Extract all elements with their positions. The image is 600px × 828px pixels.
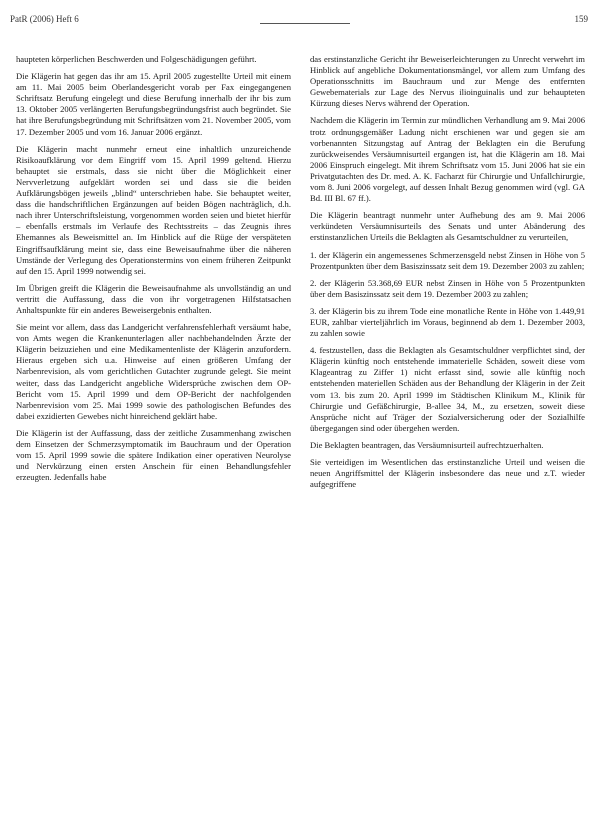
paragraph: Die Klägerin macht nunmehr erneut eine inhaltlich unzureichende Risikoaufklärung vor dem Eingriff vom 15. April 1999 geltend. Hierzu behauptet sie erstmals, dass sie nicht über die Möglichkeit einer Nervverletzung aufgeklärt worden sei und dass sie die beiden Aufklärungsbögen jeweils „blind“ unterschrieben habe. Sie behauptet weiter, dass die handschriftlichen Ergänzungen auf beiden Bögen nachträglich, d.h. nach ihrer Unterschriftsleistung, vorgenommen worden seien und bietet hierfür – ebenfalls erstmals im Verlaufe des Rechtsstreits – das Zeugnis ihres Ehemannes als Beweismittel an. Im Hinblick auf die Rüge der verspäteten Eingriffsaufklärung meint sie, dass eine Beweisaufnahme über die näheren Umstände der Verlegung des Operationstermins von einem früheren Zeitpunkt auf den 15. April 1999 notwendig sei. — [16, 143, 291, 276]
right-column — [310, 54, 585, 496]
paragraph: haupteten körperlichen Beschwerden und Folgeschädigungen geführt. — [16, 54, 257, 64]
paragraph: Die Klägerin beantragt nunmehr unter Aufhebung des am 9. Mai 2006 verkündeten Versäumnisurteils des Senats und unter Abänderung des erstinstanzlichen Urteils die Beklagten als Gesamtschuldner zu verurteilen, — [310, 210, 585, 243]
paragraph: Die Klägerin hat gegen das ihr am 15. April 2005 zugestellte Urteil mit einem am 11. Mai 2005 beim Oberlandesgericht vorab per Fax eingegangenen Schriftsatz Berufung eingelegt und diese Berufung innerhalb der ihr bis zum 13. Oktober 2005 verlängerten Berufungsbegründungsfrist auch begründet. Sie hat ihre Berufungsbegründung mit Schriftsätzen vom 21. November 2005, vom 17. Dezember 2005 und vom 16. Januar 2006 ergänzt. — [16, 71, 291, 137]
paragraph: Die Klägerin ist der Auffassung, dass der zeitliche Zusammenhang zwischen dem Einsetzen der Schmerzsymptomatik im Bauchraum und der Operation vom 15. April 1999 sowie die spätere Indikation einer operativen Neurolyse und Nervkürzung einen ersten Anschein für einen Behandlungsfehler erzeugten. Jedenfalls habe — [16, 427, 291, 483]
paragraph: Die Beklagten beantragen, das Versäumnisurteil aufrechtzuerhalten. — [310, 439, 544, 450]
page-number: 159 — [574, 14, 588, 24]
running-header — [10, 14, 588, 32]
paragraph: Im Übrigen greift die Klägerin die Beweisaufnahme als unvollständig an und vertritt die Auffassung, dass die von ihr vorgetragenen Hilfstatsachen Anhaltspunkte für ein anderes Beweisergebnis enthalten. — [16, 282, 291, 315]
claim-item-4: 4. festzustellen, dass die Beklagten als Gesamtschuldner verpflichtet sind, der Klägerin künftig noch entstehende immaterielle Schäden, soweit diese vom Klageantrag zu Ziffer 1) nicht erfasst sind, sowie alle künftig noch entstehenden materiellen Schäden aus der Behandlung der Klägerin in der Zeit vom 13. bis zum 20. April 1999 im Städtischen Klinikum M., Klinik für Chirurgie und Gefäßchirurgie, B-allee 34, M., zu ersetzen, soweit diese Ansprüche nicht auf Träger der Sozialversicherung oder der Sozialhilfe übergegangen sind oder übergehen werden. — [310, 345, 585, 433]
paragraph: Sie verteidigen im Wesentlichen das erstinstanzliche Urteil und weisen die neuen Angriffsmittel der Klägerin insbesondere das neue und z.T. wieder aufgegriffene — [310, 457, 585, 490]
left-column — [16, 54, 291, 489]
journal-reference: PatR (2006) Heft 6 — [10, 14, 79, 24]
claim-item-1: 1. der Klägerin ein angemessenes Schmerzensgeld nebst Zinsen in Höhe von 5 Prozentpunkten über dem Basiszinssatz seit dem 19. Dezember 2003 zu zahlen; — [310, 249, 585, 271]
claim-item-3: 3. der Klägerin bis zu ihrem Tode eine monatliche Rente in Höhe von 1.449,91 EUR, zahlbar vierteljährlich im Voraus, beginnend ab dem 1. Dezember 2003, zu zahlen sowie — [310, 305, 585, 339]
header-rule — [260, 23, 350, 24]
claim-item-2: 2. der Klägerin 53.368,69 EUR nebst Zinsen in Höhe von 5 Prozentpunkten über dem Basiszinssatz seit dem 19. Dezember 2003 zu zahlen; — [310, 277, 585, 299]
paragraph: Nachdem die Klägerin im Termin zur mündlichen Verhandlung am 9. Mai 2006 trotz ordnungsgemäßer Ladung nicht erschienen war und gegen sie am vorbenannten Sitzungstag auf Antrag der Beklagten ein die Berufung zurückweisendes Versäumnisurteil ergangen ist, hat die Klägerin am 18. Mai 2006 Einspruch eingelegt. Mit ihrem Schriftsatz vom 15. Juni 2006 hat sie ein Privatgutachten des Dr. med. A. K. Facharzt für Chirurgie und Unfallchirurgie, vom 8. Juni 2006 vorgelegt, auf dessen Inhalt Bezug genommen wird (vgl. GA Bd. III Bl. 67 ff.). — [310, 115, 585, 204]
paragraph: das erstinstanzliche Gericht ihr Beweiserleichterungen zu Unrecht verwehrt im Hinblick auf angebliche Dokumentationsmängel, vor allem zum Umfang des Operationsschnitts im Bauchraum und zur Menge des entfernten Gewebematerials zur Lage des Nervus ilioinguinalis und zur behaupteten Kürzung dieses Nervs während der Operation. — [310, 54, 585, 109]
paragraph: Sie meint vor allem, dass das Landgericht verfahrensfehlerhaft versäumt habe, von Amts wegen die Krankenunterlagen aller nachbehandelnden Ärzte der Klägerin beizuziehen und eine Medikamentenliste der Klägerin anzufordern. Hieraus ergeben sich u.a. Hinweise auf einen größeren Umfang der Narbenrevision, als vom gerichtlichen Gutachter zugrunde gelegt. Sie meint weiter, dass das Landgericht angebliche Widersprüche zwischen dem OP-Bericht vom 15. April 1999 und dem OP-Bericht der nachfolgenden Narbenrevision vom 25. Mai 1999 sowie des pathologischen Befundes des dabei exzidierten Gewebes nicht hinreichend geklärt habe. — [16, 322, 291, 421]
